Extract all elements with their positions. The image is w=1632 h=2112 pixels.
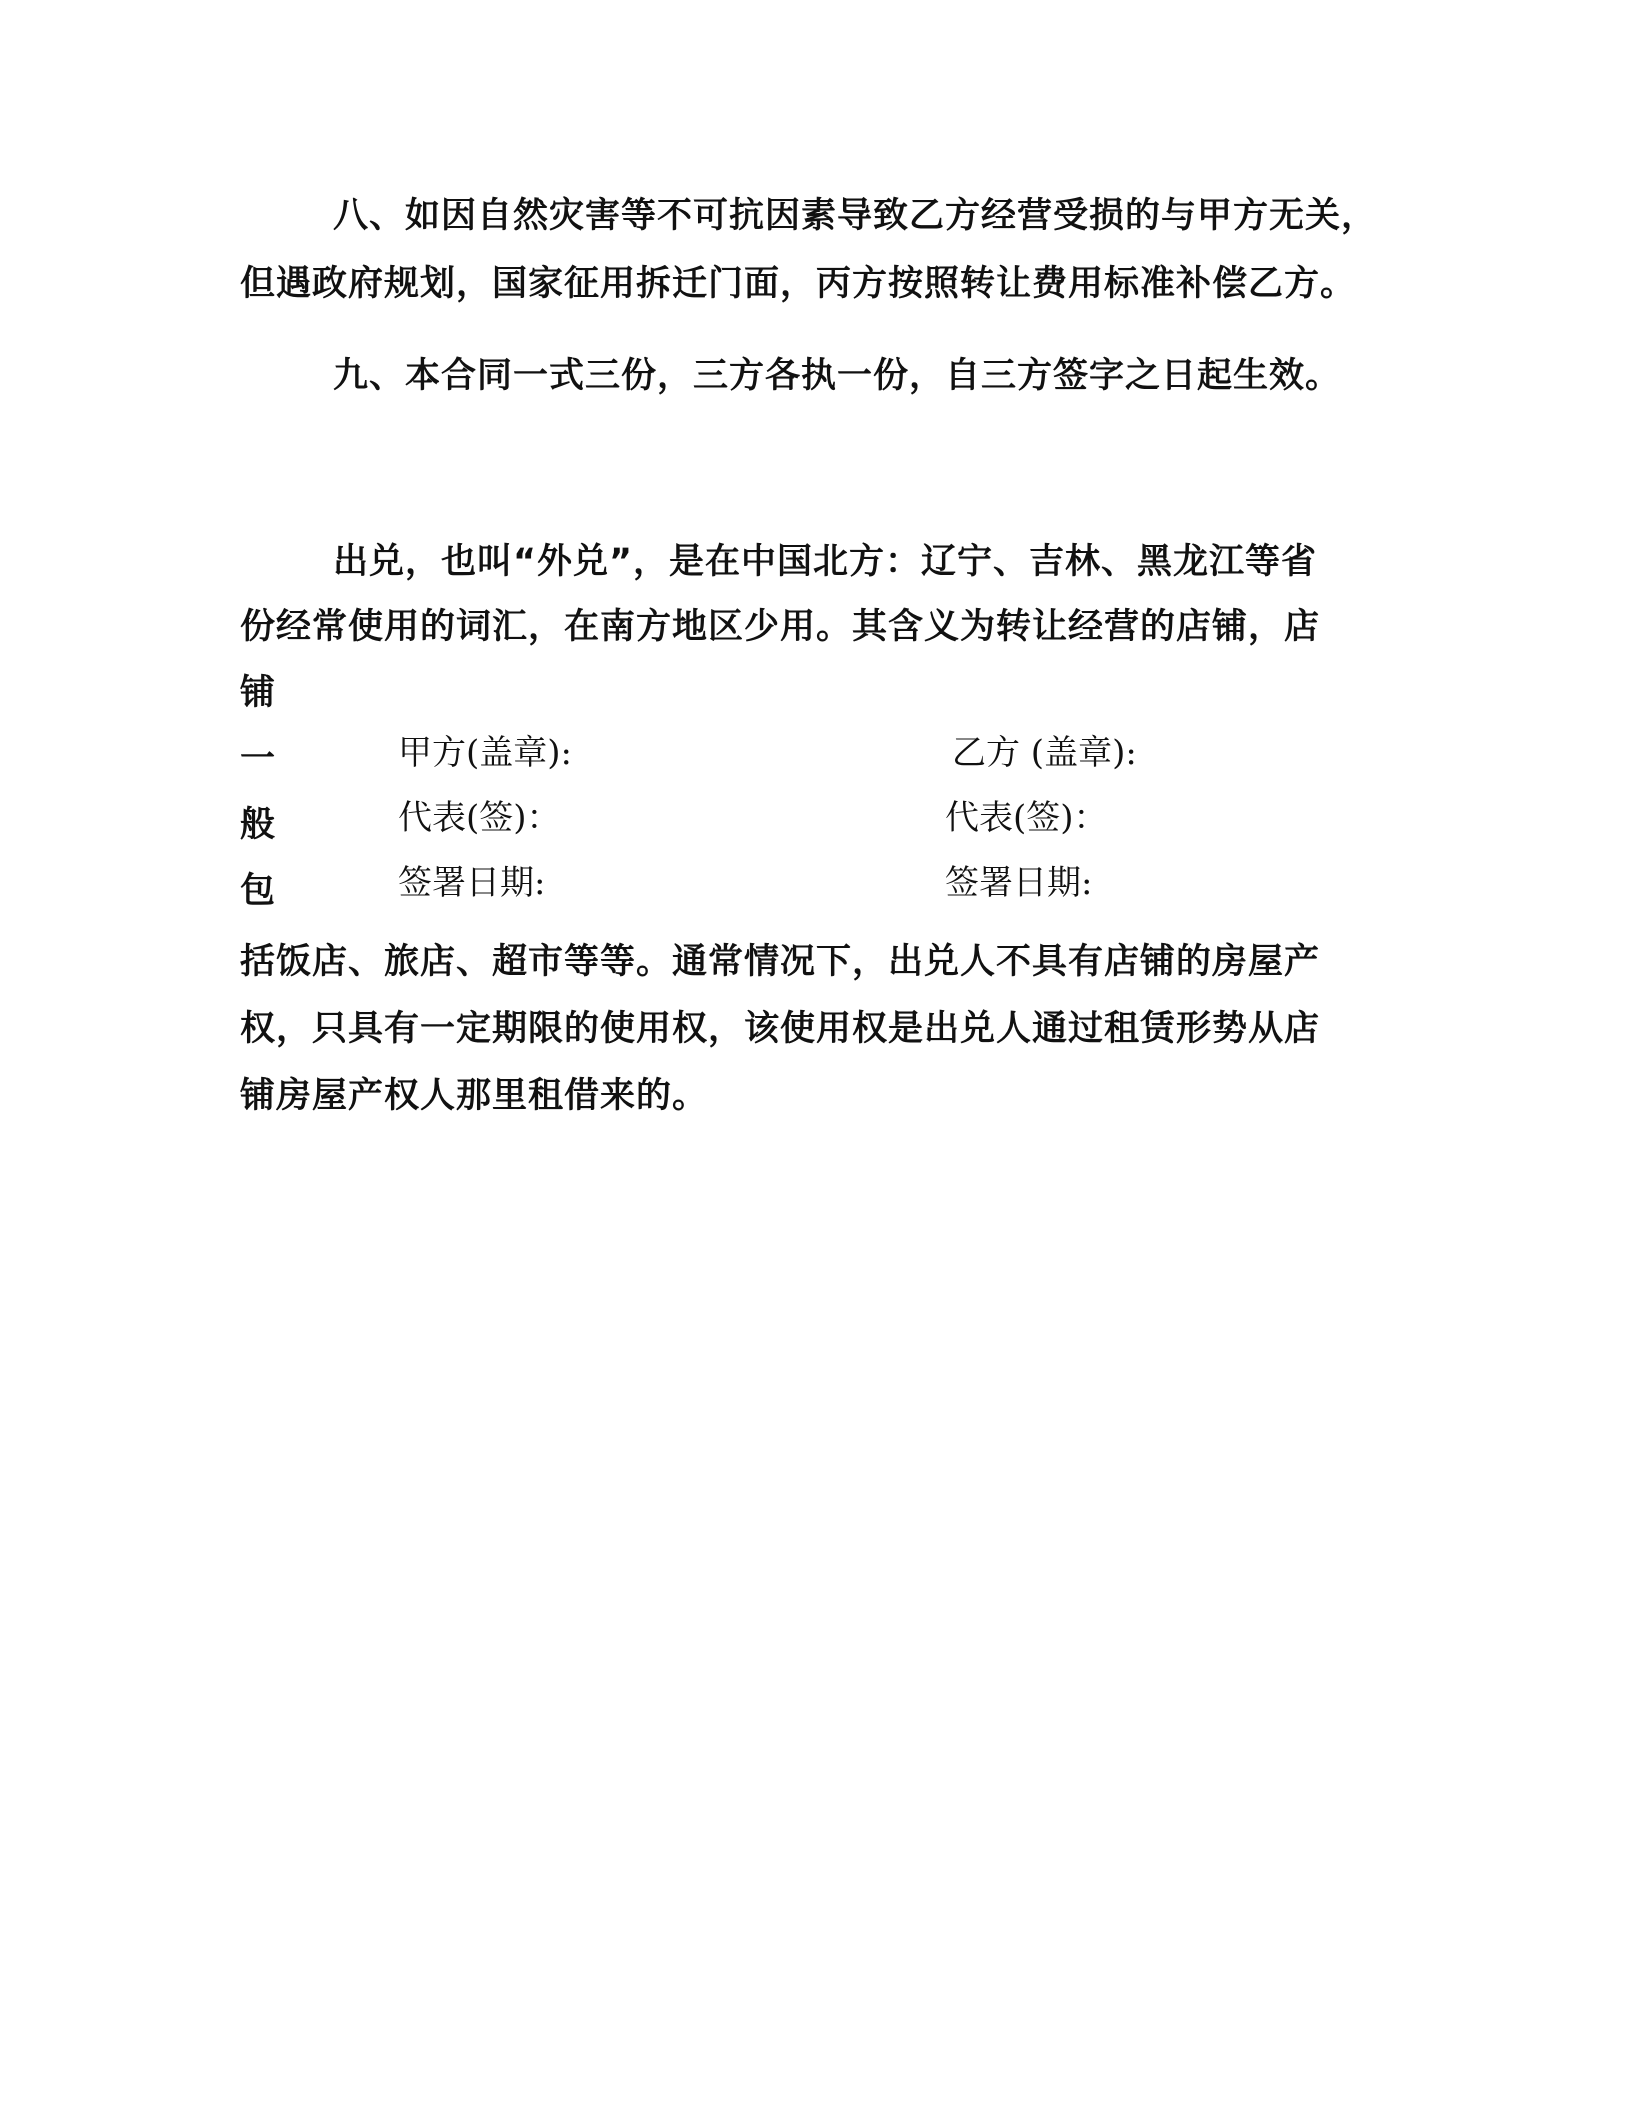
- party-b-date: 签署日期:: [945, 863, 1093, 903]
- party-a-seal: 甲方(盖章):: [398, 733, 572, 773]
- note-line4: 权，只具有一定期限的使用权，该使用权是出兑人通过租赁形势从店: [240, 1009, 1321, 1049]
- note-line3: 括饭店、旅店、超市等等。通常情况下，出兑人不具有店铺的房屋产: [240, 942, 1321, 982]
- note-char-bao: 包: [240, 871, 276, 911]
- note-char-ban: 般: [240, 805, 276, 845]
- clause8-line2: 但遇政府规划，国家征用拆迁门面，丙方按照转让费用标准补偿乙方。: [240, 264, 1357, 304]
- party-a-date: 签署日期:: [398, 863, 546, 903]
- note-line5: 铺房屋产权人那里租借来的。: [240, 1076, 709, 1116]
- party-b-rep: 代表(签)：: [945, 798, 1108, 838]
- note-char-pu: 铺: [240, 673, 276, 713]
- note-line1: 出兑，也叫“外兑”，是在中国北方：辽宁、吉林、黑龙江等省: [333, 542, 1318, 582]
- note-char-yi: 一: [240, 739, 276, 779]
- clause8-line1: 八、如因自然灾害等不可抗因素导致乙方经营受损的与甲方无关，: [333, 196, 1378, 236]
- clause9-line1: 九、本合同一式三份，三方各执一份，自三方签字之日起生效。: [333, 356, 1342, 396]
- note-line2: 份经常使用的词汇，在南方地区少用。其含义为转让经营的店铺，店: [240, 607, 1321, 647]
- party-b-seal: 乙方 (盖章):: [952, 733, 1137, 773]
- party-a-rep: 代表(签)：: [398, 798, 561, 838]
